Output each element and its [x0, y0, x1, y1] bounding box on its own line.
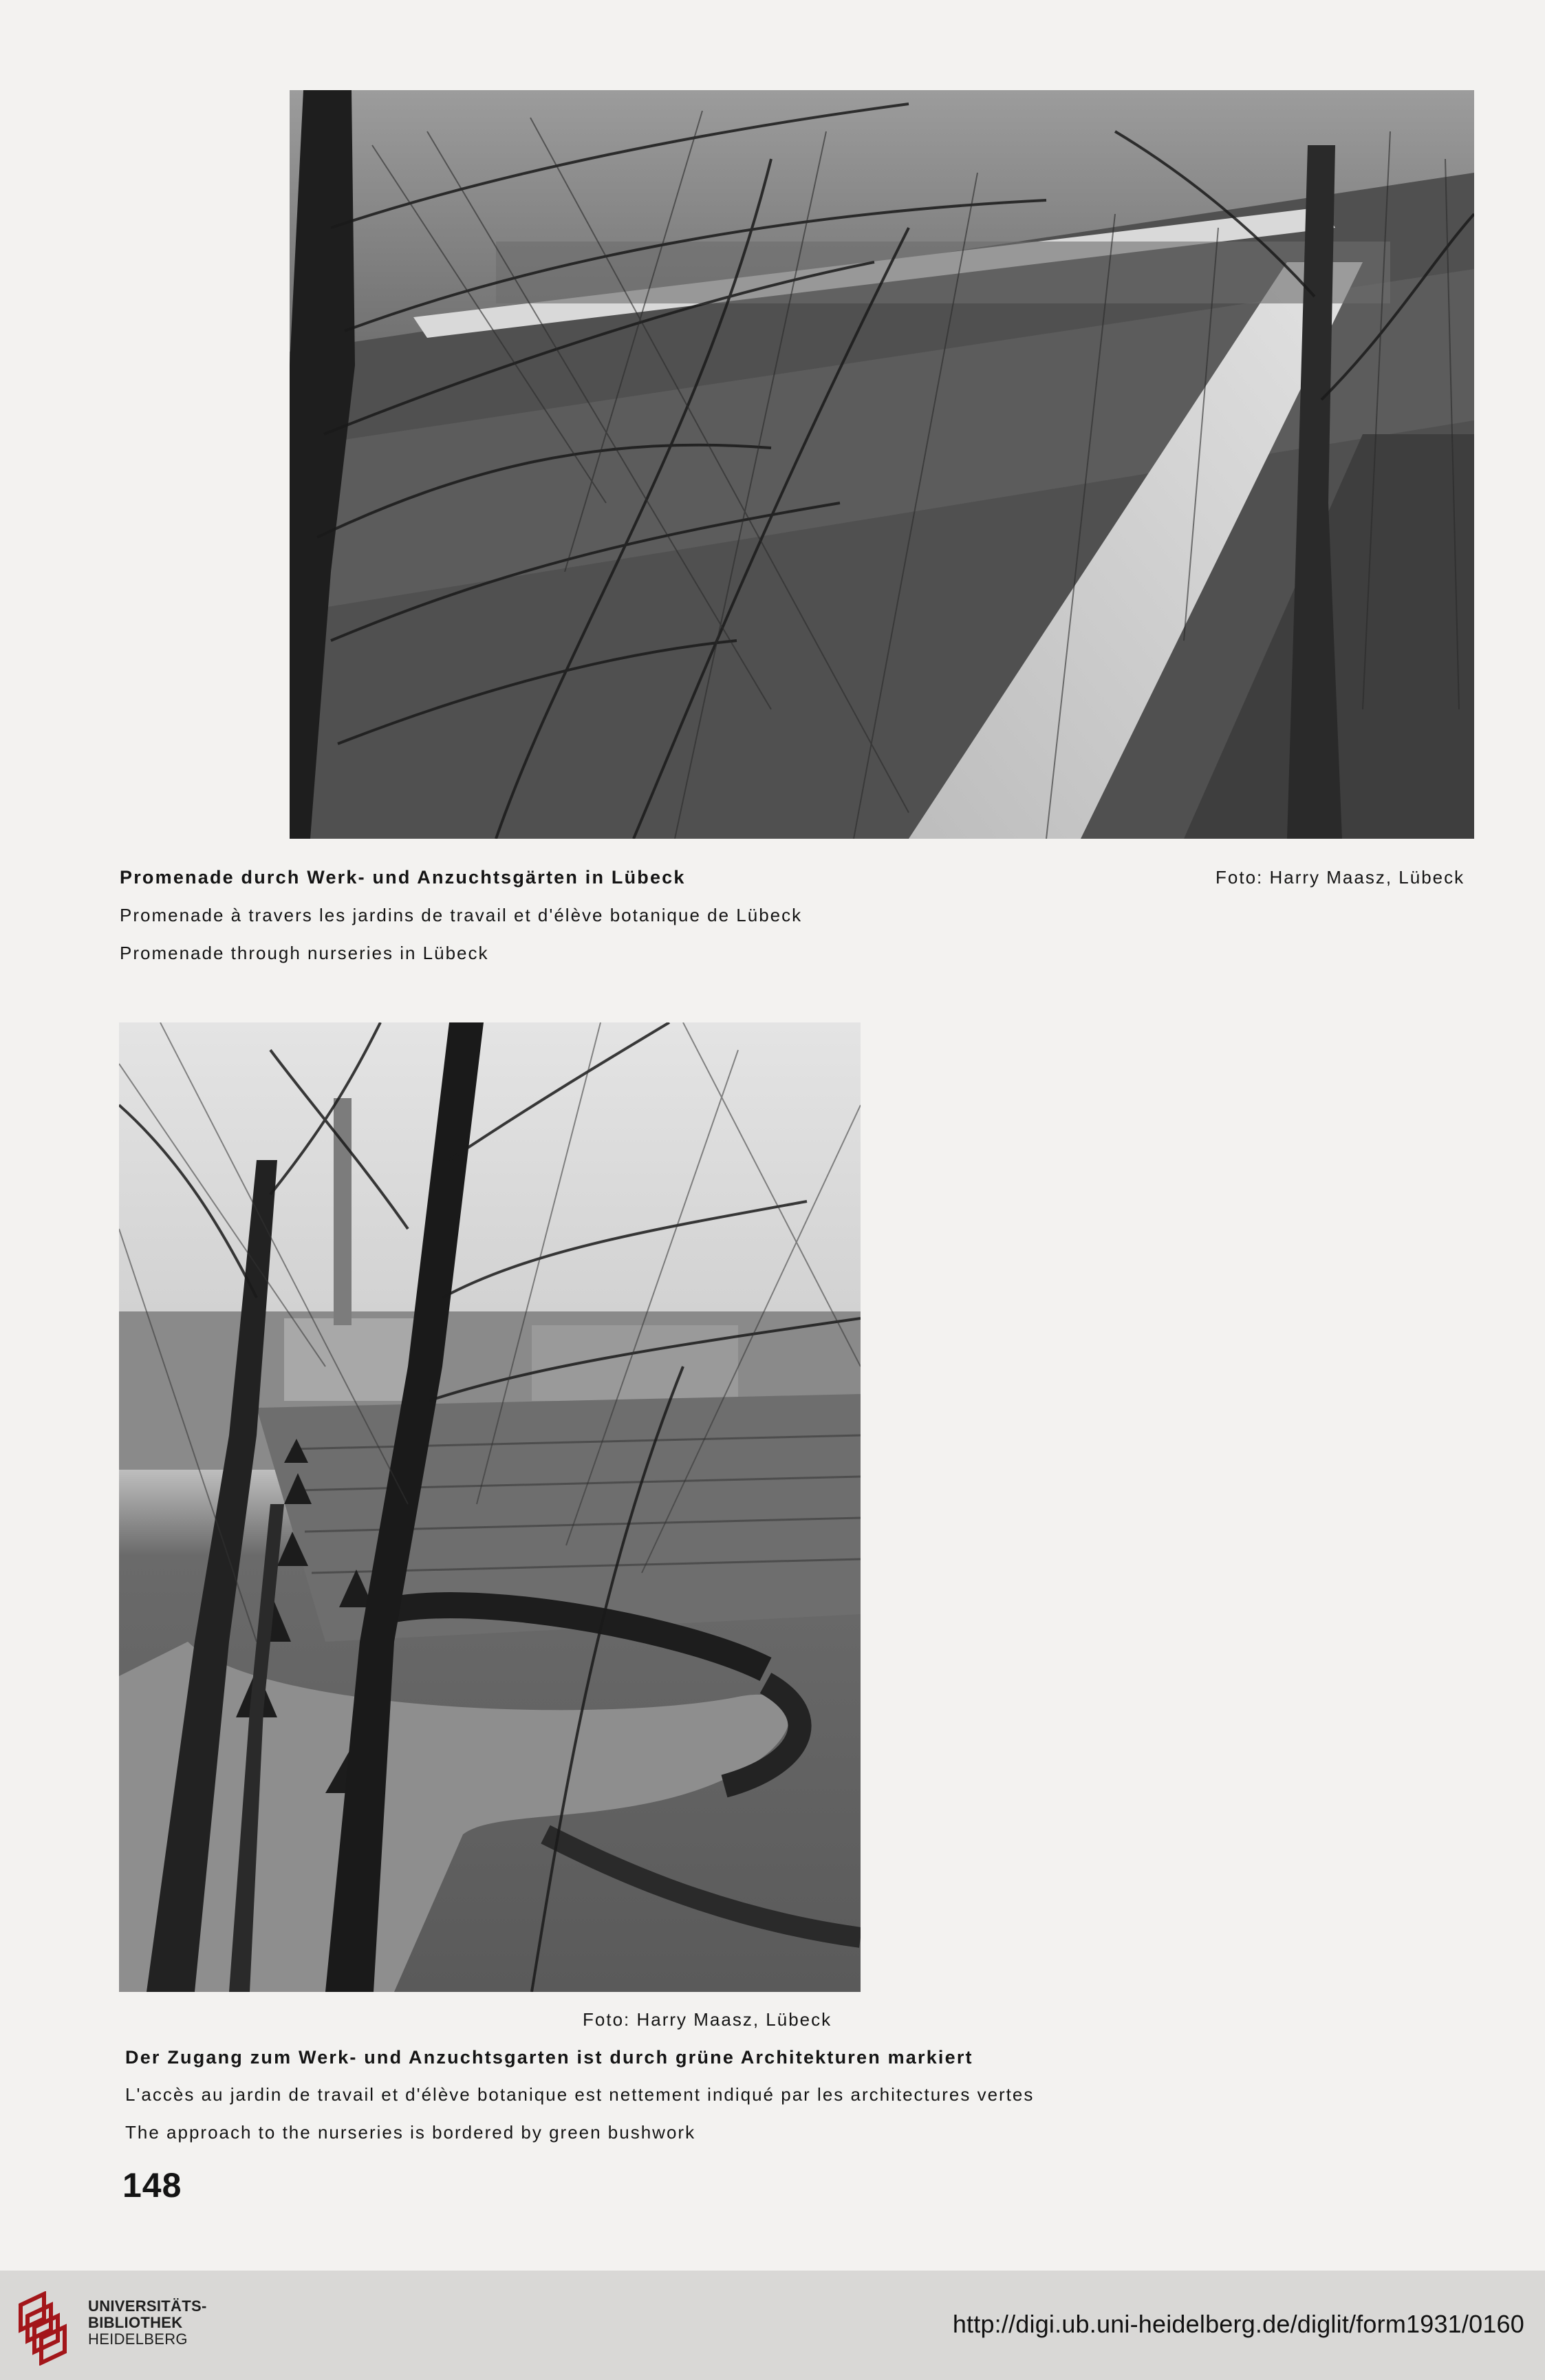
caption-bottom-english: The approach to the nurseries is bordered by green bushwork — [125, 2122, 696, 2143]
caption-top-german: Promenade durch Werk- und Anzuchtsgärten in Lübeck — [120, 867, 686, 888]
photo-garden-approach — [119, 1022, 861, 1992]
page-number: 148 — [122, 2166, 182, 2205]
caption-top-french: Promenade à travers les jardins de travail et d'élève botanique de Lübeck — [120, 905, 803, 925]
library-logo-icon — [17, 2291, 73, 2366]
source-url-link[interactable]: http://digi.ub.uni-heidelberg.de/diglit/form1931/0160 — [952, 2310, 1524, 2338]
credit-bottom: Foto: Harry Maasz, Lübeck — [583, 2009, 832, 2030]
caption-bottom-german: Der Zugang zum Werk- und Anzuchtsgarten ist durch grüne Architekturen markiert — [125, 2047, 973, 2068]
credit-top: Foto: Harry Maasz, Lübeck — [1216, 867, 1465, 888]
caption-bottom-french: L'accès au jardin de travail et d'élève botanique est nettement indiqué par les architectures vertes — [125, 2084, 1035, 2105]
library-name-line2: BIBLIOTHEK — [88, 2314, 183, 2331]
library-name-line3: HEIDELBERG — [88, 2330, 188, 2348]
caption-top-english: Promenade through nurseries in Lübeck — [120, 943, 489, 963]
library-name-line1: UNIVERSITÄTS- — [88, 2297, 207, 2315]
footer-bar — [0, 2271, 1545, 2380]
photo-promenade-nurseries — [290, 90, 1474, 839]
